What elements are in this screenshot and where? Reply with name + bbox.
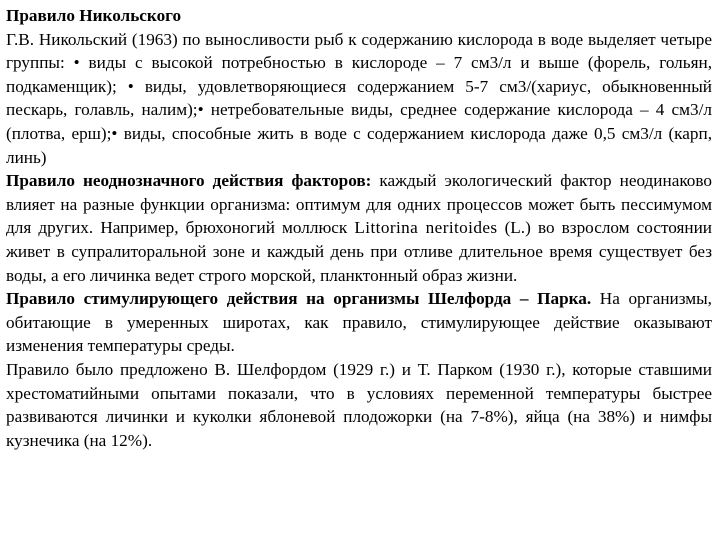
rule-shelford-park-text: На организмы, обитающие в умеренных широтах, как правило, стимулирующее действие оказывают изменения температуры среды. [6, 289, 712, 356]
rule-nikolsky-title: Правило Никольского [6, 6, 182, 25]
document-page [6, 4, 712, 452]
species-name: Littorina neritoides [354, 218, 498, 238]
rule-shelford-park-details: Правило было предложено В. Шелфордом (1929 г.) и Т. Парком (1930 г.), которые ставшими хрестоматийными опытами показали, что в условиях переменной температуры быстрее развиваются личинки и куколки яблоневой плодожорки (на 7-8%), яйца (на 38%) и нимфы кузнечика (на 12%). [6, 359, 712, 450]
rule-ambiguous-action-text-1: каждый экологический фактор неодинаково влияет на разные функции организма: оптимум для одних процессов может быть пессимумом для других. Например, брюхоногий моллюск [6, 171, 712, 238]
rule-shelford-park-title: Правило стимулирующего действия на организмы Шелфорда – Парка. [6, 289, 592, 309]
rule-ambiguous-action-paragraph [6, 169, 712, 287]
rule-nikolsky-text: Г.В. Никольский (1963) по выносливости рыб к содержанию кислорода в воде выделяет четыре группы: • виды с высокой потребностью в кислороде – 7 см3/л и выше (форель, гольян, подкаменщик); • виды, удовлетворяющиеся содержанием 5-7 см3/(хариус, обыкновенный пескарь, голавль, налим);• нетребовательные виды, среднее содержание кислорода – 4 см3/л (плотва, ерш);• виды, способные жить в воде с содержанием кислорода даже 0,5 см3/л (карп, линь) [6, 29, 712, 167]
rule-ambiguous-action-title: Правило неоднозначного действия факторов: [6, 171, 372, 191]
rule-shelford-park-paragraph [6, 287, 712, 358]
rule-ambiguous-action-text-2: (L.) во взрослом состоянии живет в супралиторальной зоне и каждый день при отливе длительное время существует без воды, а его личинка ведет строго морской, планктонный образ жизни. [6, 218, 712, 285]
